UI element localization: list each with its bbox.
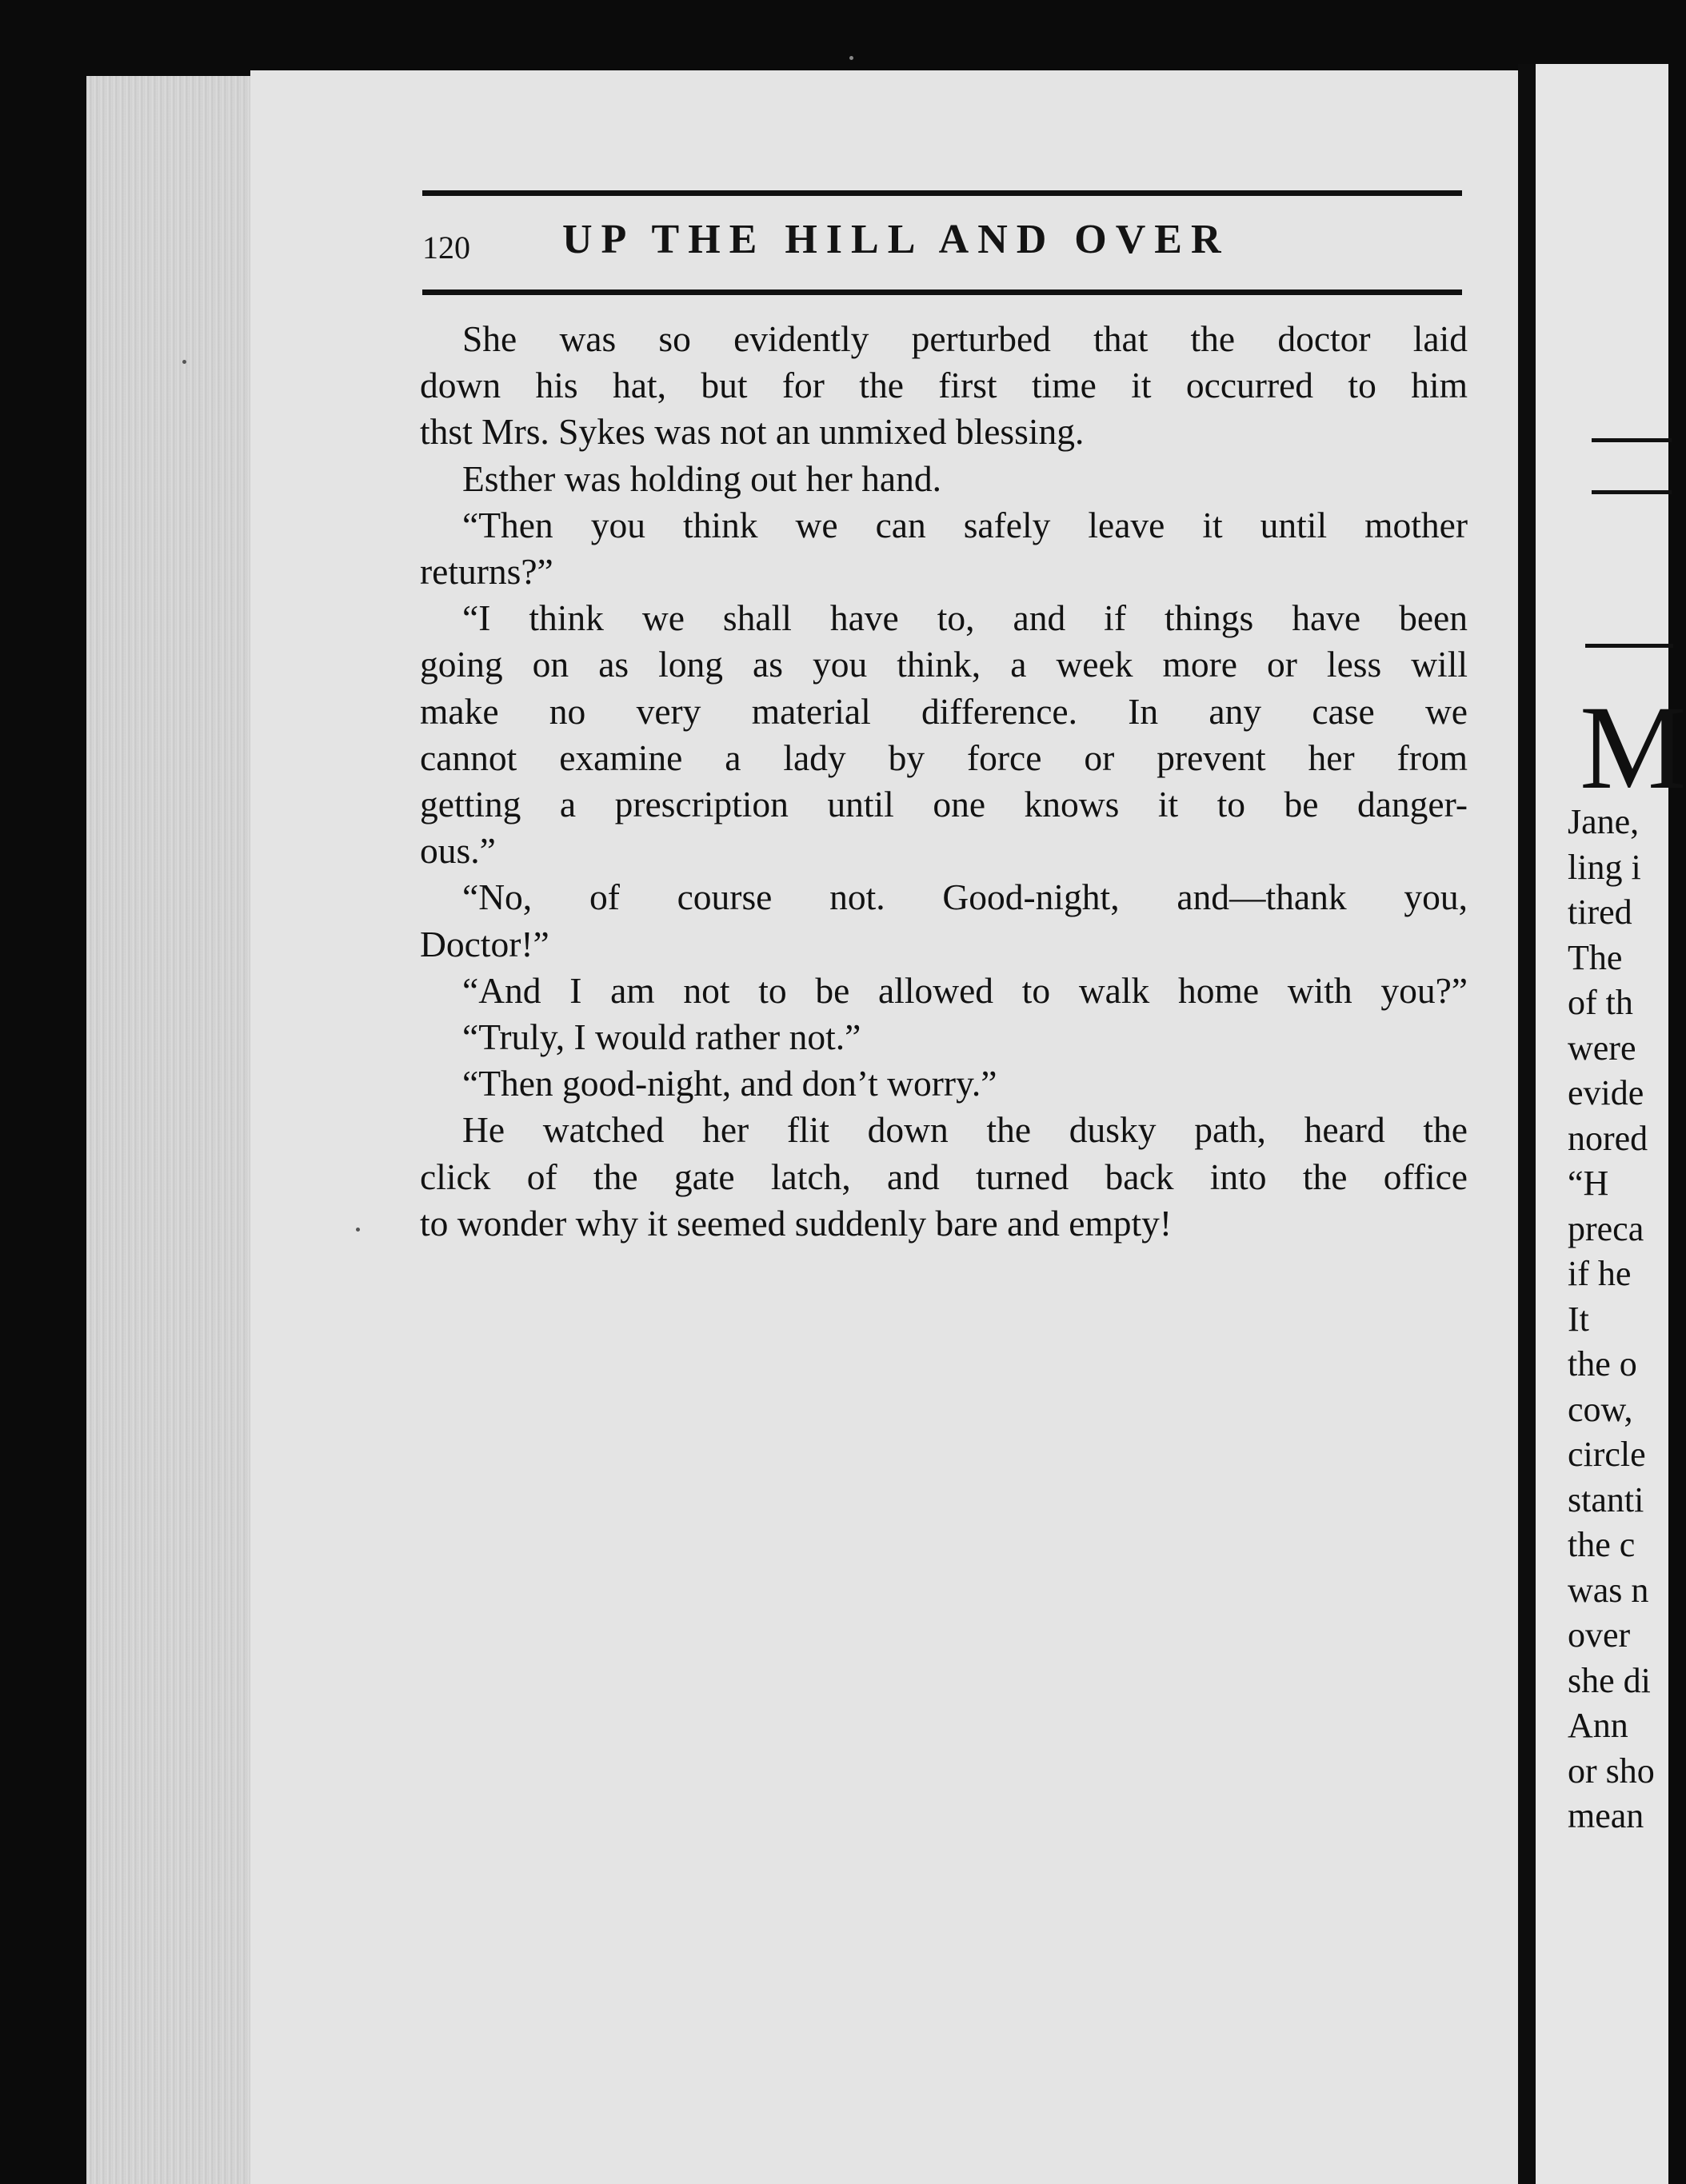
- page-number: 120: [422, 230, 470, 266]
- text-line: to wonder why it seemed suddenly bare and empty!: [420, 1202, 1173, 1244]
- facing-text-line: were: [1568, 1028, 1636, 1068]
- facing-text-line: the o: [1568, 1344, 1637, 1383]
- facing-text-line: nored: [1568, 1118, 1648, 1158]
- text-line: Esther was holding out her hand.: [462, 457, 941, 499]
- facing-page-text: [1568, 800, 1655, 1839]
- facing-text-line: or sho: [1568, 1751, 1655, 1791]
- text-line: She was so evidently perturbed that the doctor laid: [462, 318, 1468, 359]
- header-rule-bottom: [422, 289, 1462, 295]
- gutter-shadow: [1518, 64, 1536, 2184]
- facing-text-line: It: [1568, 1299, 1589, 1339]
- facing-text-line: preca: [1568, 1208, 1644, 1248]
- text-line: getting a prescription until one knows it to be danger-: [420, 784, 1468, 825]
- text-line: cannot examine a lady by force or prevent her from: [420, 737, 1468, 778]
- facing-text-line: tired: [1568, 892, 1632, 932]
- text-line: “And I am not to be allowed to walk home with you?”: [462, 969, 1468, 1011]
- facing-text-line: of th: [1568, 983, 1633, 1022]
- facing-rule-3: [1585, 644, 1673, 648]
- text-line: “I think we shall have to, and if things have been: [462, 597, 1468, 639]
- facing-text-line: if he: [1568, 1254, 1632, 1293]
- page-block-edge: [86, 76, 250, 2184]
- facing-text-line: circle: [1568, 1435, 1646, 1474]
- facing-text-line: over: [1568, 1615, 1631, 1655]
- text-line: “Then good-night, and don’t worry.”: [462, 1063, 997, 1104]
- text-line: down his hat, but for the first time it occurred to him: [420, 365, 1468, 406]
- facing-text-line: ling i: [1568, 847, 1641, 887]
- facing-text-line: The: [1568, 937, 1623, 977]
- text-line: Doctor!”: [420, 923, 549, 964]
- facing-text-line: mean: [1568, 1796, 1644, 1835]
- text-line: thst Mrs. Sykes was not an unmixed blessing.: [420, 411, 1085, 453]
- scan-speck: [356, 1228, 360, 1232]
- scan-speck: [182, 360, 186, 364]
- facing-text-line: Jane,: [1568, 802, 1640, 841]
- facing-text-line: stanti: [1568, 1479, 1644, 1519]
- facing-text-line: evide: [1568, 1073, 1644, 1112]
- facing-text-line: “H: [1568, 1164, 1609, 1203]
- text-line: returns?”: [420, 551, 553, 593]
- text-line: “No, of course not. Good-night, and—thank you,: [462, 876, 1468, 918]
- text-line: make no very material difference. In any case we: [420, 690, 1468, 732]
- text-line: click of the gate latch, and turned back into the office: [420, 1156, 1468, 1197]
- facing-text-line: she di: [1568, 1660, 1651, 1700]
- facing-text-line: the c: [1568, 1525, 1636, 1564]
- running-head: [422, 216, 1462, 264]
- text-line: “Then you think we can safely leave it until mother: [462, 504, 1468, 545]
- drop-cap: M: [1580, 681, 1686, 814]
- text-line: ous.”: [420, 830, 496, 872]
- book-title: UP THE HILL AND OVER: [562, 217, 1230, 262]
- scan-speck: [849, 56, 853, 60]
- facing-rule-2: [1592, 490, 1672, 494]
- body-text: [420, 316, 1468, 1247]
- text-line: “Truly, I would rather not.”: [462, 1016, 861, 1058]
- facing-rule-1: [1592, 438, 1672, 442]
- facing-text-line: Ann: [1568, 1706, 1628, 1745]
- text-line: He watched her flit down the dusky path, heard the: [462, 1109, 1468, 1151]
- facing-text-line: was n: [1568, 1570, 1649, 1610]
- header-rule-top: [422, 190, 1462, 196]
- facing-text-line: cow,: [1568, 1389, 1633, 1429]
- text-line: going on as long as you think, a week more or less will: [420, 644, 1468, 685]
